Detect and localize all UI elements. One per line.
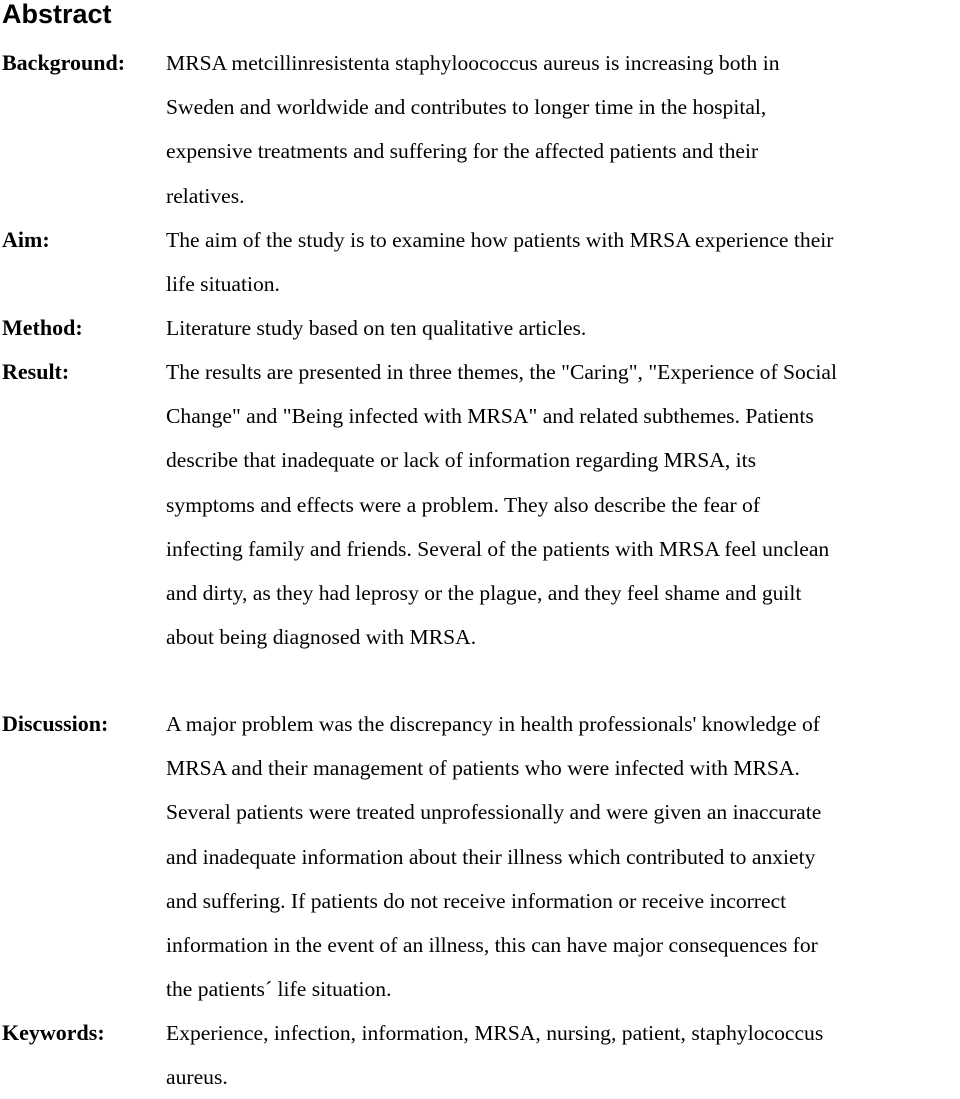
abstract-title: Abstract xyxy=(2,0,112,29)
discussion-text xyxy=(166,702,958,1011)
discussion-line: A major problem was the discrepancy in health professionals' knowledge of xyxy=(166,712,820,736)
keywords-text xyxy=(166,1011,958,1099)
result-line: and dirty, as they had leprosy or the plague, and they feel shame and guilt xyxy=(166,581,802,606)
result-line: about being diagnosed with MRSA. xyxy=(166,625,477,650)
discussion-line: MRSA and their management of patients who were infected with MRSA. xyxy=(166,756,800,781)
background-line: relatives. xyxy=(166,183,245,208)
method-line: Literature study based on ten qualitative articles. xyxy=(166,316,587,340)
discussion-line: Several patients were treated unprofessionally and were given an inaccurate xyxy=(166,800,822,825)
result-line: The results are presented in three themes, the "Caring", "Experience of Social xyxy=(166,360,838,384)
result-line: infecting family and friends. Several of the patients with MRSA feel unclean xyxy=(166,536,830,561)
result-line: Change" and "Being infected with MRSA" and related subthemes. Patients xyxy=(166,404,814,429)
background-line: Sweden and worldwide and contributes to longer time in the hospital, xyxy=(166,95,767,120)
keywords-line: aureus. xyxy=(166,1065,228,1090)
result-line: describe that inadequate or lack of information regarding MRSA, its xyxy=(166,448,757,473)
aim-line: life situation. xyxy=(166,272,280,297)
method-text xyxy=(166,306,958,350)
keywords-line: Experience, infection, information, MRSA, nursing, patient, staphylococcus xyxy=(166,1021,824,1045)
result-line: symptoms and effects were a problem. They also describe the fear of xyxy=(166,492,761,517)
background-label: Background: xyxy=(2,50,126,75)
result-label: Result: xyxy=(2,359,70,384)
keywords-label: Keywords: xyxy=(2,1020,105,1045)
aim-text xyxy=(166,218,958,306)
discussion-line: and suffering. If patients do not receive information or receive incorrect xyxy=(166,888,787,913)
background-line: expensive treatments and suffering for the affected patients and their xyxy=(166,139,759,164)
discussion-line: and inadequate information about their illness which contributed to anxiety xyxy=(166,844,816,869)
discussion-label: Discussion: xyxy=(2,711,109,736)
method-label: Method: xyxy=(2,315,83,340)
aim-line: The aim of the study is to examine how patients with MRSA experience their xyxy=(166,228,834,252)
discussion-line: the patients´ life situation. xyxy=(166,977,392,1002)
discussion-line: information in the event of an illness, this can have major consequences for xyxy=(166,933,818,958)
aim-label: Aim: xyxy=(2,227,50,252)
result-text xyxy=(166,350,958,659)
background-text xyxy=(166,41,958,218)
background-line: MRSA metcillinresistenta staphyloococcus aureus is increasing both in xyxy=(166,51,780,75)
